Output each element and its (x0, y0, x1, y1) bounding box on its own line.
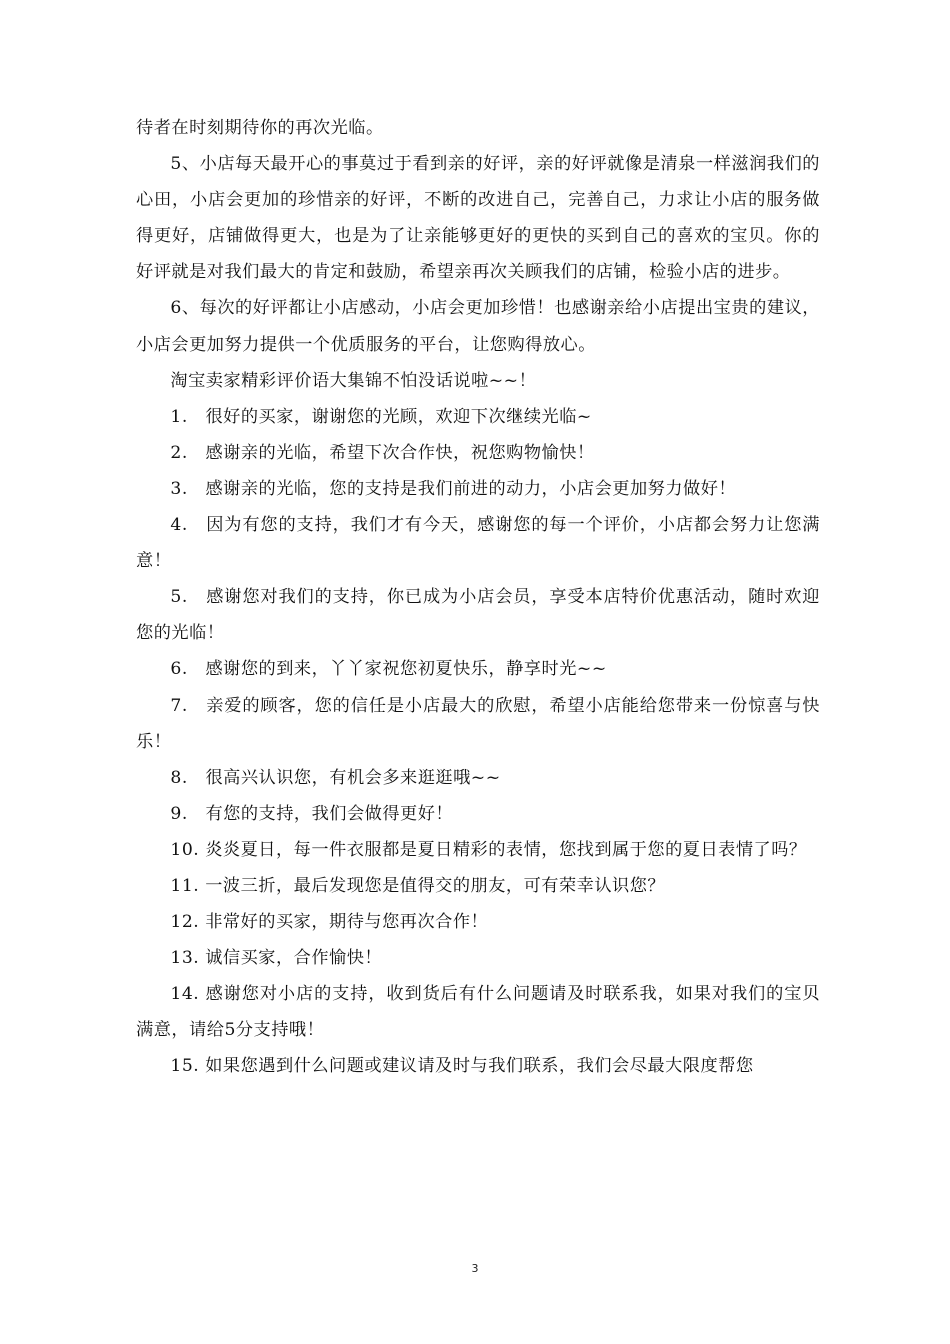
list-item-3: 3. 感谢亲的光临，您的支持是我们前进的动力，小店会更加努力做好！ (170, 478, 737, 499)
page-number: 3 (471, 1262, 479, 1275)
list-item-12: 12. 非常好的买家，期待与您再次合作！ (170, 912, 489, 933)
list-item-4: 4. 因为有您的支持，我们才有今天，感谢您的每一个评价，小店都会努力让您满意！ (136, 515, 820, 572)
document-body (136, 110, 820, 1085)
list-item-2: 2. 感谢亲的光临，希望下次合作快，祝您购物愉快！ (170, 442, 595, 463)
paragraph-item-6: 6、每次的好评都让小店感动，小店会更加珍惜！也感谢亲给小店提出宝贵的建议，小店会更加努力提供一个优质服务的平台，让您购得放心。 (136, 298, 820, 355)
section-heading: 淘宝卖家精彩评价语大集锦不怕没话说啦~~！ (170, 370, 537, 391)
list-item-1: 1. 很好的买家，谢谢您的光顾，欢迎下次继续光临~ (170, 406, 592, 427)
list-item-13: 13. 诚信买家，合作愉快！ (170, 948, 383, 969)
list-item-11: 11. 一波三折，最后发现您是值得交的朋友，可有荣幸认识您？ (170, 875, 666, 896)
paragraph-item-5: 5、小店每天最开心的事莫过于看到亲的好评，亲的好评就像是清泉一样滋润我们的心田，小店会更加的珍惜亲的好评，不断的改进自己，完善自己，力求让小店的服务做得更好，店铺做得更大，也是为了让亲能够更好的更快的买到自己的喜欢的宝贝。你的好评就是对我们最大的肯定和鼓励，希望亲再次关顾我们的店铺，检验小店的进步。 (136, 154, 820, 283)
list-item-10: 10. 炎炎夏日，每一件衣服都是夏日精彩的表情，您找到属于您的夏日表情了吗？ (170, 839, 807, 860)
list-item-7: 7. 亲爱的顾客，您的信任是小店最大的欣慰，希望小店能给您带来一份惊喜与快乐！ (136, 695, 820, 752)
list-item-6: 6. 感谢您的到来，丫丫家祝您初夏快乐，静享时光~~ (170, 659, 607, 680)
list-item-14: 14. 感谢您对小店的支持，收到货后有什么问题请及时联系我，如果对我们的宝贝满意，请给5分支持哦！ (136, 984, 820, 1041)
paragraph-continuation: 待者在时刻期待你的再次光临。 (136, 118, 384, 138)
list-item-5: 5. 感谢您对我们的支持，你已成为小店会员，享受本店特价优惠活动，随时欢迎您的光临！ (136, 587, 820, 644)
list-item-9: 9. 有您的支持，我们会做得更好！ (170, 803, 454, 824)
list-item-15: 15. 如果您遇到什么问题或建议请及时与我们联系，我们会尽最大限度帮您 (170, 1056, 754, 1077)
list-item-8: 8. 很高兴认识您，有机会多来逛逛哦~~ (170, 767, 501, 788)
